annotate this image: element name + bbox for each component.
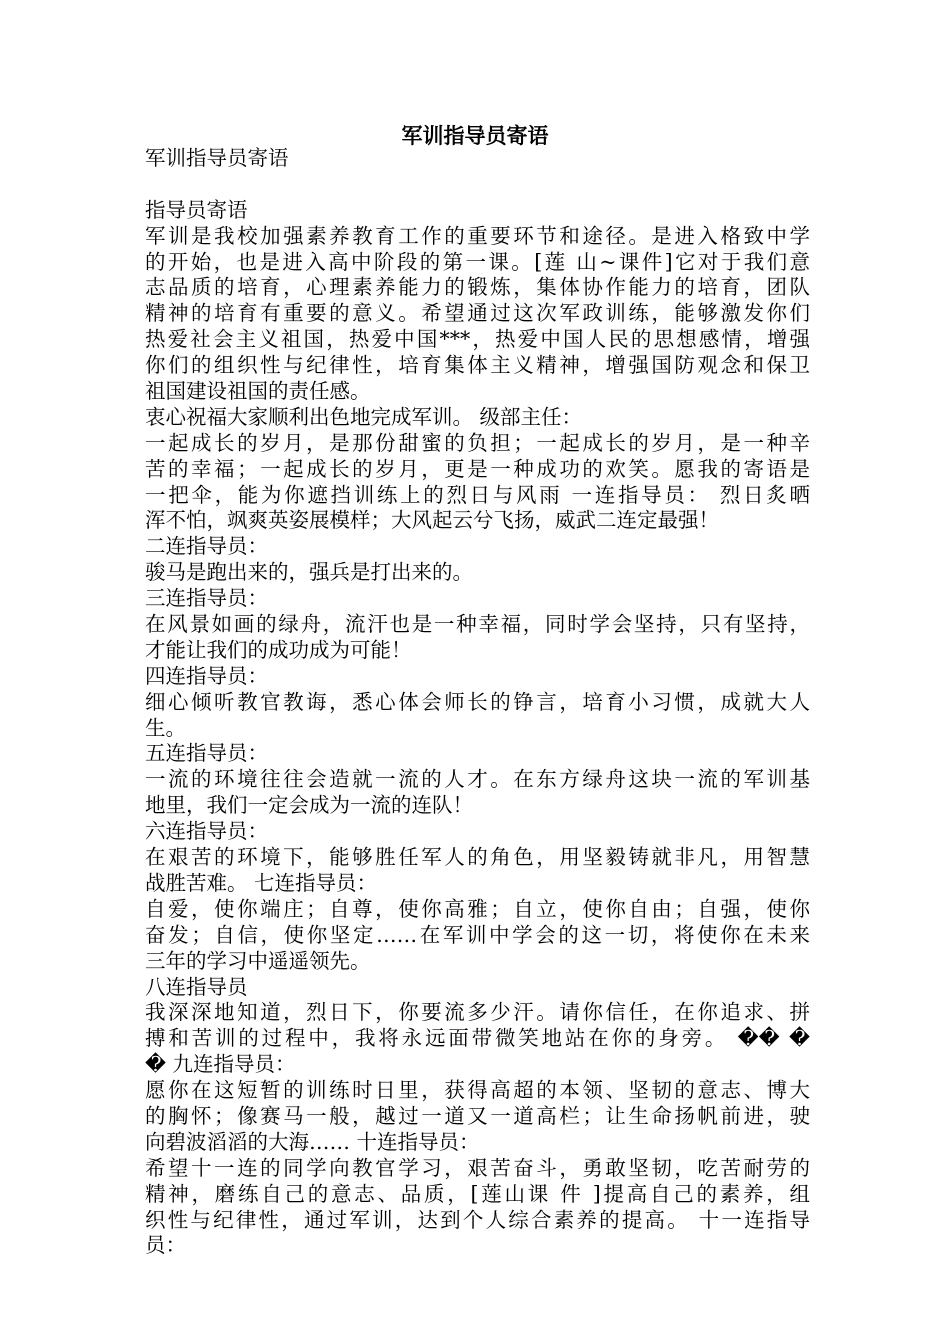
text-line: 的开始，也是进入高中阶段的第一课。[莲 山~课件]它对于我们意 [145,249,810,274]
document-title: 军训指导员寄语 [401,123,549,148]
text-line: 战胜苦难。 七连指导员： [145,870,378,895]
text-line: � 九连指导员： [145,1052,296,1077]
text-line: 指导员寄语 [145,197,248,222]
text-line: 才能让我们的成功成为可能！ [145,637,412,662]
text-line: 五连指导员： [145,741,268,766]
text-line: 一流的环境往往会造就一流的人才。在东方绿舟这块一流的军训基 [145,767,810,792]
text-line: 自爱，使你端庄；自尊，使你高雅；自立，使你自由；自强，使你 [145,896,810,921]
text-line: 在风景如画的绿舟，流汗也是一种幸福，同时学会坚持，只有坚持， [145,612,810,637]
text-line: 愿你在这短暂的训练时日里，获得高超的本领、坚韧的意志、博大 [145,1078,810,1103]
text-line: 浑不怕，飒爽英姿展模样；大风起云兮飞扬，威武二连定最强！ [145,508,719,533]
text-line: 一把伞，能为你遮挡训练上的烈日与风雨 一连指导员： 烈日炙晒 [145,482,810,507]
text-line: 祖国建设祖国的责任感。 [145,379,371,404]
text-line: 志品质的培育，心理素养能力的锻炼，集体协作能力的培育，团队 [145,275,810,300]
text-line: 织性与纪律性，通过军训，达到个人综合素养的提高。 十一连指导 [145,1207,810,1232]
text-line: 在艰苦的环境下，能够胜任军人的角色，用坚毅铸就非凡，用智慧 [145,845,810,870]
text-line: 生。 [145,715,186,740]
text-line: 三年的学习中遥遥领先。 [145,948,371,973]
text-line: 骏马是跑出来的，强兵是打出来的。 [145,560,473,585]
text-line: 八连指导员 [145,974,248,999]
text-line: 你们的组织性与纪律性，培育集体主义精神，增强国防观念和保卫 [145,353,810,378]
document-body [145,146,810,1259]
blank-line [145,172,810,198]
text-line: 热爱社会主义祖国，热爱中国***，热爱中国人民的思想感情，增强 [145,327,810,352]
text-line: 苦的幸福；一起成长的岁月，更是一种成功的欢笑。愿我的寄语是 [145,456,810,481]
text-line: 衷心祝福大家顺利出色地完成军训。 级部主任： [145,404,583,429]
text-line: 向碧波滔滔的大海…… 十连指导员： [145,1129,480,1154]
text-line: 二连指导员： [145,534,268,559]
text-line: 搏和苦训的过程中，我将永远面带微笑地站在你的身旁。 �� � [145,1026,810,1051]
text-line: 我深深地知道，烈日下，你要流多少汗。请你信任，在你追求、拼 [145,1000,810,1025]
text-line: 员： [145,1233,186,1258]
text-line: 军训指导员寄语 [145,146,289,170]
text-line: 细心倾听教官教诲，悉心体会师长的铮言，培育小习惯，成就大人 [145,689,810,714]
text-line: 军训是我校加强素养教育工作的重要环节和途径。是进入格致中学 [145,223,810,248]
text-line: 希望十一连的同学向教官学习，艰苦奋斗，勇敢坚韧，吃苦耐劳的 [145,1155,810,1180]
text-line: 四连指导员： [145,663,268,688]
text-line: 一起成长的岁月，是那份甜蜜的负担；一起成长的岁月，是一种辛 [145,430,810,455]
text-line: 三连指导员： [145,586,268,611]
text-line: 奋发；自信，使你坚定……在军训中学会的这一切，将使你在未来 [145,922,810,947]
text-line: 精神的培育有重要的意义。希望通过这次军政训练，能够激发你们 [145,301,810,326]
text-line: 精神，磨练自己的意志、品质，[莲山课 件 ]提高自己的素养，组 [145,1181,810,1206]
text-line: 的胸怀；像赛马一般，越过一道又一道高栏；让生命扬帆前进，驶 [145,1103,810,1128]
text-line: 六连指导员： [145,819,268,844]
text-line: 地里，我们一定会成为一流的连队！ [145,793,473,818]
